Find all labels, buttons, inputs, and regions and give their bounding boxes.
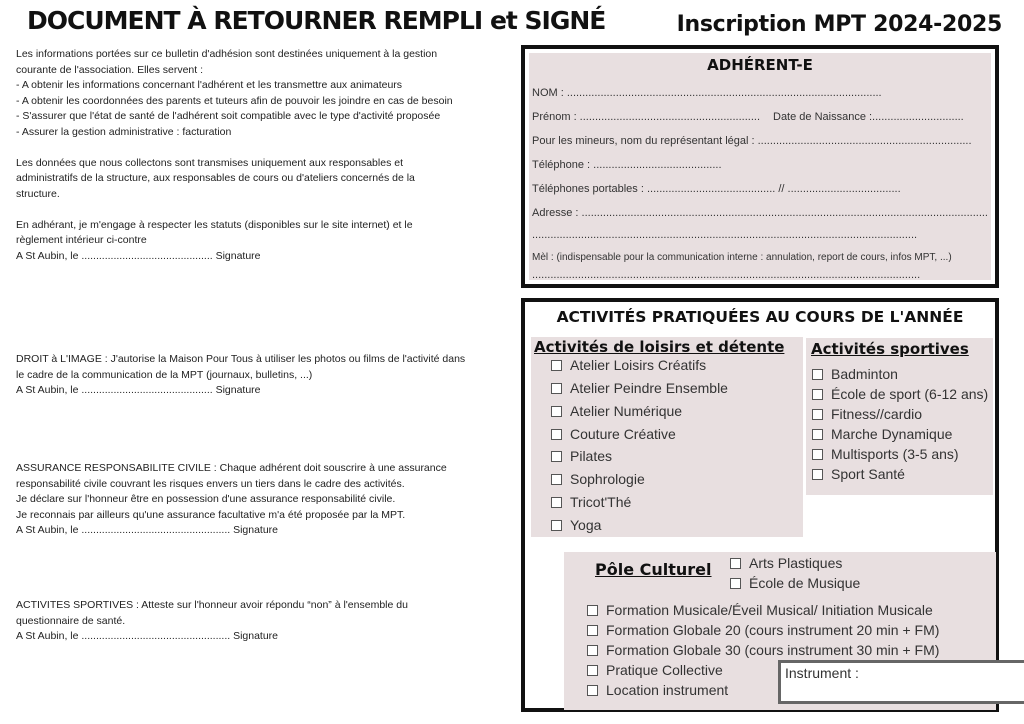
privacy-line: Les informations portées sur ce bulletin d'adhésion sont destinées uniquement à la gestion (16, 48, 438, 60)
privacy-line: - Assurer la gestion administrative : facturation (16, 125, 232, 138)
insurance-section (16, 461, 506, 539)
instrument-label: Instrument : (785, 665, 859, 681)
checkbox[interactable] (551, 474, 562, 485)
portables-field[interactable]: Téléphones portables : .......................................... // ..................................... (532, 183, 901, 195)
checkbox-item[interactable]: Fitness//cardio (812, 406, 922, 422)
prenom-field[interactable]: Prénom : ........................................................... (532, 111, 760, 123)
checkbox-item[interactable]: Sport Santé (812, 466, 905, 482)
checkbox[interactable] (551, 429, 562, 440)
checkbox-item[interactable]: Location instrument (587, 682, 728, 698)
checkbox-item[interactable]: Pilates (551, 448, 612, 464)
checkbox[interactable] (587, 625, 598, 636)
culturel-heading: Pôle Culturel (595, 560, 712, 579)
insurance-line: responsabilité civile couvrant les risques envers un tiers dans le cadre des activités. (16, 477, 405, 490)
nom-field[interactable]: NOM : ....................................................................................................... (532, 87, 882, 99)
loisirs-panel (531, 337, 803, 537)
adherent-box (521, 45, 999, 288)
privacy-notice (16, 47, 506, 264)
checkbox[interactable] (551, 406, 562, 417)
signature-line[interactable]: A St Aubin, le ............................................. Signature (16, 384, 261, 396)
checkbox[interactable] (812, 449, 823, 460)
checkbox-item[interactable]: Tricot'Thé (551, 494, 631, 510)
checkbox[interactable] (587, 645, 598, 656)
checkbox-item[interactable]: Sophrologie (551, 471, 645, 487)
sport-panel (806, 338, 993, 495)
mel-field[interactable]: ............................................................................................................................... (532, 269, 921, 281)
checkbox-item[interactable]: Marche Dynamique (812, 426, 952, 442)
checkbox[interactable] (587, 665, 598, 676)
checkbox-item[interactable]: Atelier Peindre Ensemble (551, 380, 728, 396)
checkbox-item[interactable]: Formation Musicale/Éveil Musical/ Initiation Musicale (587, 602, 933, 618)
adresse-field[interactable]: Adresse : ..................................................................................................................................... (532, 207, 988, 219)
sports-attestation-section (16, 598, 506, 645)
checkbox[interactable] (551, 451, 562, 462)
checkbox[interactable] (812, 429, 823, 440)
data-use-line: administratifs de la structure, aux responsables de cours ou d'ateliers concernés de la (16, 172, 415, 184)
activities-box (521, 298, 999, 712)
checkbox[interactable] (551, 497, 562, 508)
checkbox[interactable] (812, 389, 823, 400)
privacy-line: courante de l'association. Elles servent : (16, 63, 204, 76)
signature-line[interactable]: A St Aubin, le ................................................... Signature (16, 630, 279, 642)
checkbox[interactable] (730, 578, 741, 589)
document-title: Inscription MPT 2024-2025 (676, 12, 1002, 37)
checkbox-item[interactable]: École de sport (6-12 ans) (812, 386, 988, 402)
checkbox[interactable] (551, 383, 562, 394)
privacy-line: - S'assurer que l'état de santé de l'adhérent soit compatible avec le type d'activité proposée (16, 110, 441, 122)
checkbox[interactable] (587, 685, 598, 696)
privacy-line: - A obtenir les coordonnées des parents et tuteurs afin de pouvoir les joindre en cas de besoin (16, 94, 453, 107)
checkbox-item[interactable]: Atelier Numérique (551, 403, 682, 419)
checkbox-item[interactable]: Atelier Loisirs Créatifs (551, 357, 706, 373)
adresse-field-line2[interactable]: .............................................................................................................................. (532, 229, 918, 241)
data-use-line: Les données que nous collectons sont transmises uniquement aux responsables et (16, 156, 403, 169)
checkbox-item[interactable]: Badminton (812, 366, 898, 382)
checkbox-item[interactable]: Formation Globale 20 (cours instrument 20 min + FM) (587, 622, 939, 638)
date-naissance-field[interactable]: Date de Naissance :.............................. (773, 111, 964, 123)
privacy-line: - A obtenir les informations concernant l'adhérent et les transmettre aux animateurs (16, 79, 403, 91)
checkbox[interactable] (812, 469, 823, 480)
culturel-panel (564, 552, 996, 710)
image-rights-line: DROIT à L'IMAGE : J'autorise la Maison Pour Tous à utiliser les photos ou films de l'activité dans (16, 353, 466, 365)
signature-line[interactable]: A St Aubin, le ............................................. Signature (16, 249, 261, 262)
checkbox[interactable] (587, 605, 598, 616)
sport-heading: Activités sportives (811, 340, 969, 358)
adherent-form (529, 53, 991, 280)
insurance-line: ASSURANCE RESPONSABILITE CIVILE : Chaque adhérent doit souscrire à une assurance (16, 462, 447, 474)
insurance-line: Je reconnais par ailleurs qu'une assurance facultative m'a été proposée par la MPT. (16, 508, 406, 521)
checkbox-item[interactable]: Yoga (551, 517, 601, 533)
telephone-field[interactable]: Téléphone : .......................................... (532, 159, 722, 171)
adherent-title: ADHÉRENT-E (707, 56, 813, 74)
sports-line: ACTIVITES SPORTIVES : Atteste sur l'honneur avoir répondu “non” à l'ensemble du (16, 599, 408, 611)
mel-label: Mèl : (indispensable pour la communication interne : annulation, report de cours, infos MPT, ...) (532, 252, 952, 263)
instrument-field[interactable] (778, 660, 1024, 704)
checkbox-item[interactable]: Pratique Collective (587, 662, 723, 678)
image-rights-line: le cadre de la communication de la MPT (journaux, bulletins, ...) (16, 368, 313, 381)
checkbox-item[interactable]: Couture Créative (551, 426, 676, 442)
checkbox-item[interactable]: Multisports (3-5 ans) (812, 446, 959, 462)
representant-field[interactable]: Pour les mineurs, nom du représentant légal : ...................................................................... (532, 135, 972, 147)
statuts-line: En adhérant, je m'engage à respecter les statuts (disponibles sur le site internet) et le (16, 218, 413, 231)
checkbox[interactable] (812, 409, 823, 420)
checkbox[interactable] (812, 369, 823, 380)
main-title: DOCUMENT À RETOURNER REMPLI et SIGNÉ (27, 6, 606, 35)
checkbox-item[interactable]: Arts Plastiques (730, 555, 842, 571)
activities-title: ACTIVITÉS PRATIQUÉES AU COURS DE L'ANNÉE (556, 308, 964, 326)
checkbox-item[interactable]: Formation Globale 30 (cours instrument 30 min + FM) (587, 642, 939, 658)
signature-line[interactable]: A St Aubin, le ................................................... Signature (16, 524, 279, 536)
statuts-line: règlement intérieur ci-contre (16, 234, 147, 246)
loisirs-heading: Activités de loisirs et détente (534, 338, 785, 356)
insurance-line: Je déclare sur l'honneur être en possession d'une assurance responsabilité civile. (16, 493, 396, 505)
checkbox[interactable] (730, 558, 741, 569)
data-use-line: structure. (16, 187, 60, 200)
sports-line: questionnaire de santé. (16, 614, 126, 627)
image-rights-section (16, 352, 506, 399)
checkbox[interactable] (551, 360, 562, 371)
checkbox-item[interactable]: École de Musique (730, 575, 860, 591)
checkbox[interactable] (551, 520, 562, 531)
